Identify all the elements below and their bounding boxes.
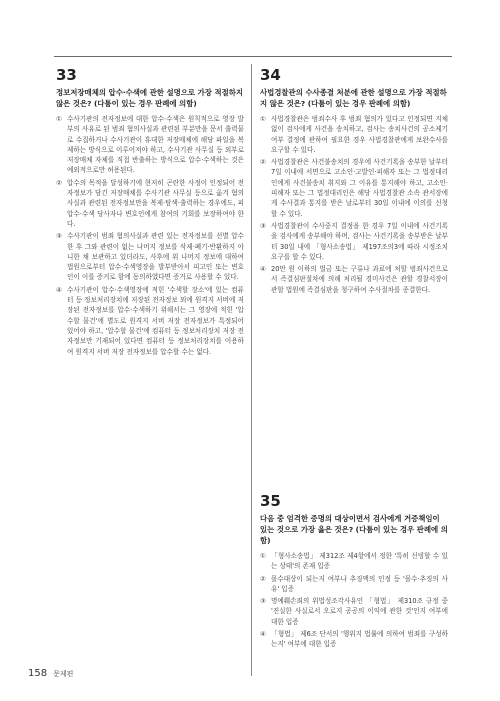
option-4[interactable] — [260, 264, 448, 295]
question-number: 34 — [260, 66, 281, 84]
question-33 — [56, 66, 244, 359]
option-mark: ② — [260, 574, 266, 583]
option-mark: ③ — [56, 232, 62, 241]
option-2[interactable] — [56, 178, 244, 229]
option-4[interactable] — [260, 629, 448, 650]
option-2[interactable] — [260, 574, 448, 595]
question-text: 다음 중 엄격한 증명의 대상이면서 검사에게 거증책임이 있는 것으로 가장 옳은 것은? (다툼이 있는 경우 판례에 의함) — [260, 514, 448, 545]
option-mark: ② — [260, 158, 266, 167]
option-3[interactable] — [56, 231, 244, 282]
option-mark: ③ — [260, 597, 266, 606]
top-rule — [54, 56, 452, 57]
option-text: 수사기관이 압수·수색영장에 적힌 '수색할 장소'에 있는 컴퓨터 등 정보처리장치에 저장된 전자정보 외에 원격지 서버에 저장된 전자정보를 압수·수색하기 위해서는 그 영장에 적힌 '압수할 물건'에 별도로 원격지 서버 저장 전자정보가 특정되어 있어야 하고, '압수할 물건'에 컴퓨터 등 정보처리장치 저장 전자정보만 기재되어 있다면 컴퓨터 등 정보처리장치를 이용하여 원격지 서버 저장 전자정보를 압수할 수는 없다. — [67, 285, 244, 356]
question-35 — [260, 492, 448, 652]
option-1[interactable] — [260, 551, 448, 572]
option-text: 압수의 목적을 달성하기에 현저히 곤란한 사정이 인정되어 전자정보가 담긴 저장매체를 수사기관 사무실 등으로 옮겨 혐의사실과 관련된 전자정보만을 복제·탐색·출력하는 경우에도, 피압수·수색 당사자나 변호인에게 참여의 기회를 보장하여야 한다. — [67, 178, 244, 228]
option-text: 사법경찰관이 수사중지 결정을 한 경우 7일 이내에 사건기록을 검사에게 송부해야 하며, 검사는 사건기록을 송부받은 날부터 30일 내에 「형사소송법」 제197조의3에 따라 시정조치요구를 할 수 있다. — [271, 221, 448, 261]
question-text: 정보저장매체의 압수·수색에 관한 설명으로 가장 적절하지 않은 것은? (다툼이 있는 경우 판례에 의함) — [56, 88, 244, 108]
option-mark: ① — [260, 552, 266, 560]
question-number: 35 — [260, 492, 281, 510]
option-3[interactable] — [260, 221, 448, 262]
option-text: 수사기관이 범죄 혐의사실과 관련 있는 전자정보를 선별 압수한 후 그와 관련이 없는 나머지 정보를 삭제·폐기·반환하지 아니한 채 보관하고 있더라도, 사후에 위 나머지 정보에 대하여 법원으로부터 압수·수색영장을 발부받아서 피고인 또는 변호인이 이를 증거로 함에 동의하였다면 증거로 사용할 수 있다. — [67, 232, 244, 282]
option-mark: ④ — [260, 265, 266, 274]
column-divider — [251, 64, 252, 676]
option-2[interactable] — [260, 157, 448, 219]
option-1[interactable] — [56, 114, 244, 176]
option-3[interactable] — [260, 596, 448, 627]
option-mark: ④ — [260, 630, 266, 639]
option-text: 명예훼손죄의 위법성조각사유인 「형법」 제310조 규정 중 '진실한 사실로서 오로지 공공의 이익에 관한 것'인지 여부에 대한 입증 — [271, 597, 448, 626]
option-text: 20만 원 이하의 벌금 또는 구류나 과료에 처할 범죄사건으로서 즉결심판절차에 의해 처리될 경미사건은 관할 경찰서장이 관할 법원에 즉결심판을 청구하여 수사절차를 종결한다. — [271, 265, 448, 294]
option-4[interactable] — [56, 285, 244, 357]
option-text: 「형법」 제6조 단서의 '행위지 법률에 의하여 범죄를 구성하는지' 여부에 대한 입증 — [271, 630, 448, 649]
question-text: 사법경찰관의 수사종결 처분에 관한 설명으로 가장 적절하지 않은 것은? (다툼이 있는 경우 판례에 의함) — [260, 88, 447, 108]
page-number: 158 — [28, 668, 48, 679]
option-text: 수사기관의 전자정보에 대한 압수·수색은 원칙적으로 영장 발부의 사유로 된 범죄 혐의사실과 관련된 부분만을 문서 출력물로 수집하거나 수사기관이 휴대한 저장매체에 해당 파일을 복제하는 방식으로 이루어져야 하고, 수사기관 사무실 등 외부로 저장매체 자체를 직접 반출하는 방식으로 압수·수색하는 것은 예외적으로만 허용된다. — [67, 115, 244, 175]
question-number: 33 — [56, 66, 77, 84]
option-text: 「형사소송법」 제312조 제4항에서 정한 '특히 신빙할 수 있는 상태'의 존재 입증 — [271, 552, 448, 571]
question-34 — [260, 66, 448, 297]
option-mark: ② — [56, 178, 62, 187]
option-1[interactable] — [260, 114, 448, 155]
option-mark: ④ — [56, 285, 62, 294]
page-footer — [28, 668, 73, 679]
option-mark: ① — [56, 115, 62, 123]
option-mark: ① — [260, 115, 266, 123]
option-text: 사법경찰관은 범죄수사 후 범죄 혐의가 있다고 인정되면 지체 없이 검사에게 사건을 송치하고, 검사는 송치사건의 공소제기 여부 결정에 관하여 필요한 경우 사법경찰관에게 보완수사를 요구할 수 있다. — [271, 115, 448, 154]
option-text: 몰수대상이 되는지 여부나 추징액의 인정 등 '몰수·추징의 사유' 입증 — [271, 574, 448, 593]
option-text: 사법경찰관은 사건불송치의 경우에 사건기록을 송부한 날부터 7일 이내에 서면으로 고소인·고발인·피해자 또는 그 법정대리인에게 사건불송치 취지와 그 이유를 통지해야 하고, 고소인·피해자 또는 그 법정대리인은 해당 사법경찰관 소속 관서장에게 수사결과 통지를 받은 날로부터 30일 이내에 이의를 신청할 수 있다. — [271, 158, 448, 218]
section-label: 문제편 — [53, 670, 74, 678]
option-mark: ③ — [260, 221, 266, 230]
